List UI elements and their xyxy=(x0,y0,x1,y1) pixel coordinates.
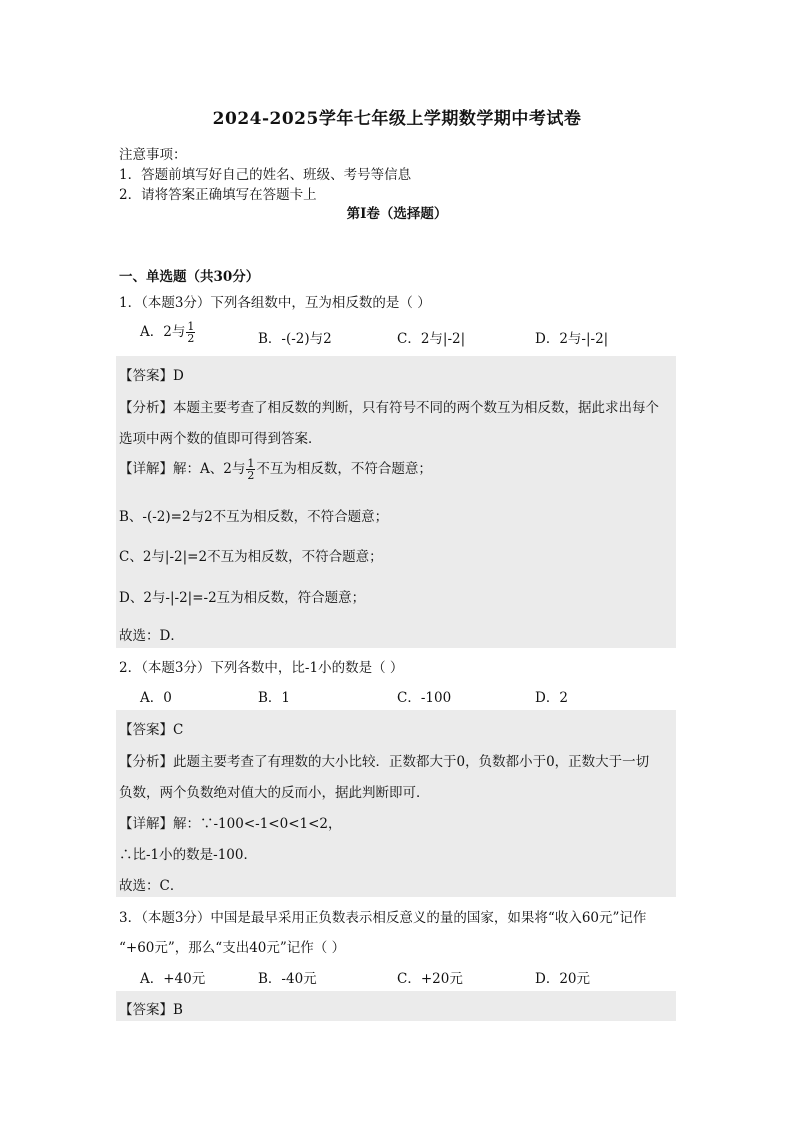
notes-item-2: 2．请将答案正确填写在答题卡上 xyxy=(119,187,317,203)
question-2-option-d: D．2 xyxy=(535,690,568,706)
question-1-solution xyxy=(116,356,676,648)
answer: 【答案】D xyxy=(119,368,184,384)
question-3-option-a: A．+40元 xyxy=(140,971,206,987)
question-2-option-b: B．1 xyxy=(258,690,291,706)
fraction: $\frac{1}{2}$ xyxy=(247,457,255,482)
detail-line-2: ∴比-1小的数是-100． xyxy=(119,847,257,863)
detail-line-4: D、2与-|-2|=-2互为相反数，符合题意； xyxy=(119,590,366,606)
answer: 【答案】C xyxy=(119,722,184,738)
question-3-option-d: D．20元 xyxy=(535,971,591,987)
exam-title: 2024-2025学年七年级上学期数学期中考试卷 xyxy=(212,109,582,129)
question-1-option-c: C．2与|-2| xyxy=(397,331,466,347)
question-3-option-b: B．-40元 xyxy=(258,971,317,987)
detail-line-3: C、2与|-2|=2不互为相反数，不符合题意； xyxy=(119,549,383,565)
notes-item-1: 1．答题前填写好自己的姓名、班级、考号等信息 xyxy=(119,167,412,183)
question-2-option-c: C．-100 xyxy=(397,690,452,706)
analysis-line-2: 负数，两个负数绝对值大的反而小，据此判断即可． xyxy=(119,785,430,801)
analysis-line-1: 【分析】此题主要考查了有理数的大小比较．正数都大于0，负数都小于0，正数大于一切 xyxy=(119,754,650,770)
question-1-option-a: A．2与 $\frac{1}{2}$ xyxy=(140,320,195,345)
detail-line-2: B、-(-2)=2与2不互为相反数，不符合题意； xyxy=(119,509,389,525)
section-title: 第I卷（选择题） xyxy=(346,206,448,222)
question-3-stem-line-2: “+60元”，那么“支出40元”记作（ ） xyxy=(119,940,346,956)
question-2-solution xyxy=(116,710,676,897)
question-3-solution xyxy=(116,991,676,1021)
notes-heading: 注意事项： xyxy=(119,147,187,163)
detail-line-1: 【详解】解：∵-100<-1<0<1<2， xyxy=(119,816,342,832)
detail-line-1: 【详解】解：A、2与 $\frac{1}{2}$ 不互为相反数，不符合题意； xyxy=(119,457,432,482)
fraction: $\frac{1}{2}$ xyxy=(187,320,195,345)
question-2-option-a: A．0 xyxy=(140,690,172,706)
question-1-option-d: D．2与-|-2| xyxy=(535,331,609,347)
analysis-line-2: 选项中两个数的值即可得到答案． xyxy=(119,431,322,447)
question-1-option-b: B．-(-2)与2 xyxy=(258,331,332,347)
answer: 【答案】B xyxy=(119,1002,183,1018)
part-title: 一、单选题（共30分） xyxy=(119,269,260,285)
question-1-stem: 1．（本题3分）下列各组数中，互为相反数的是（ ） xyxy=(119,295,431,311)
analysis-line-1: 【分析】本题主要考查了相反数的判断，只有符号不同的两个数互为相反数，据此求出每个 xyxy=(119,400,659,416)
detail-line-3: 故选：C． xyxy=(119,878,184,894)
question-3-stem-line-1: 3．（本题3分）中国是最早采用正负数表示相反意义的量的国家，如果将“收入60元”记作 xyxy=(119,910,647,926)
question-3-option-c: C．+20元 xyxy=(397,971,463,987)
question-2-stem: 2．（本题3分）下列各数中，比-1小的数是（ ） xyxy=(119,660,404,676)
detail-line-5: 故选：D． xyxy=(119,628,184,644)
